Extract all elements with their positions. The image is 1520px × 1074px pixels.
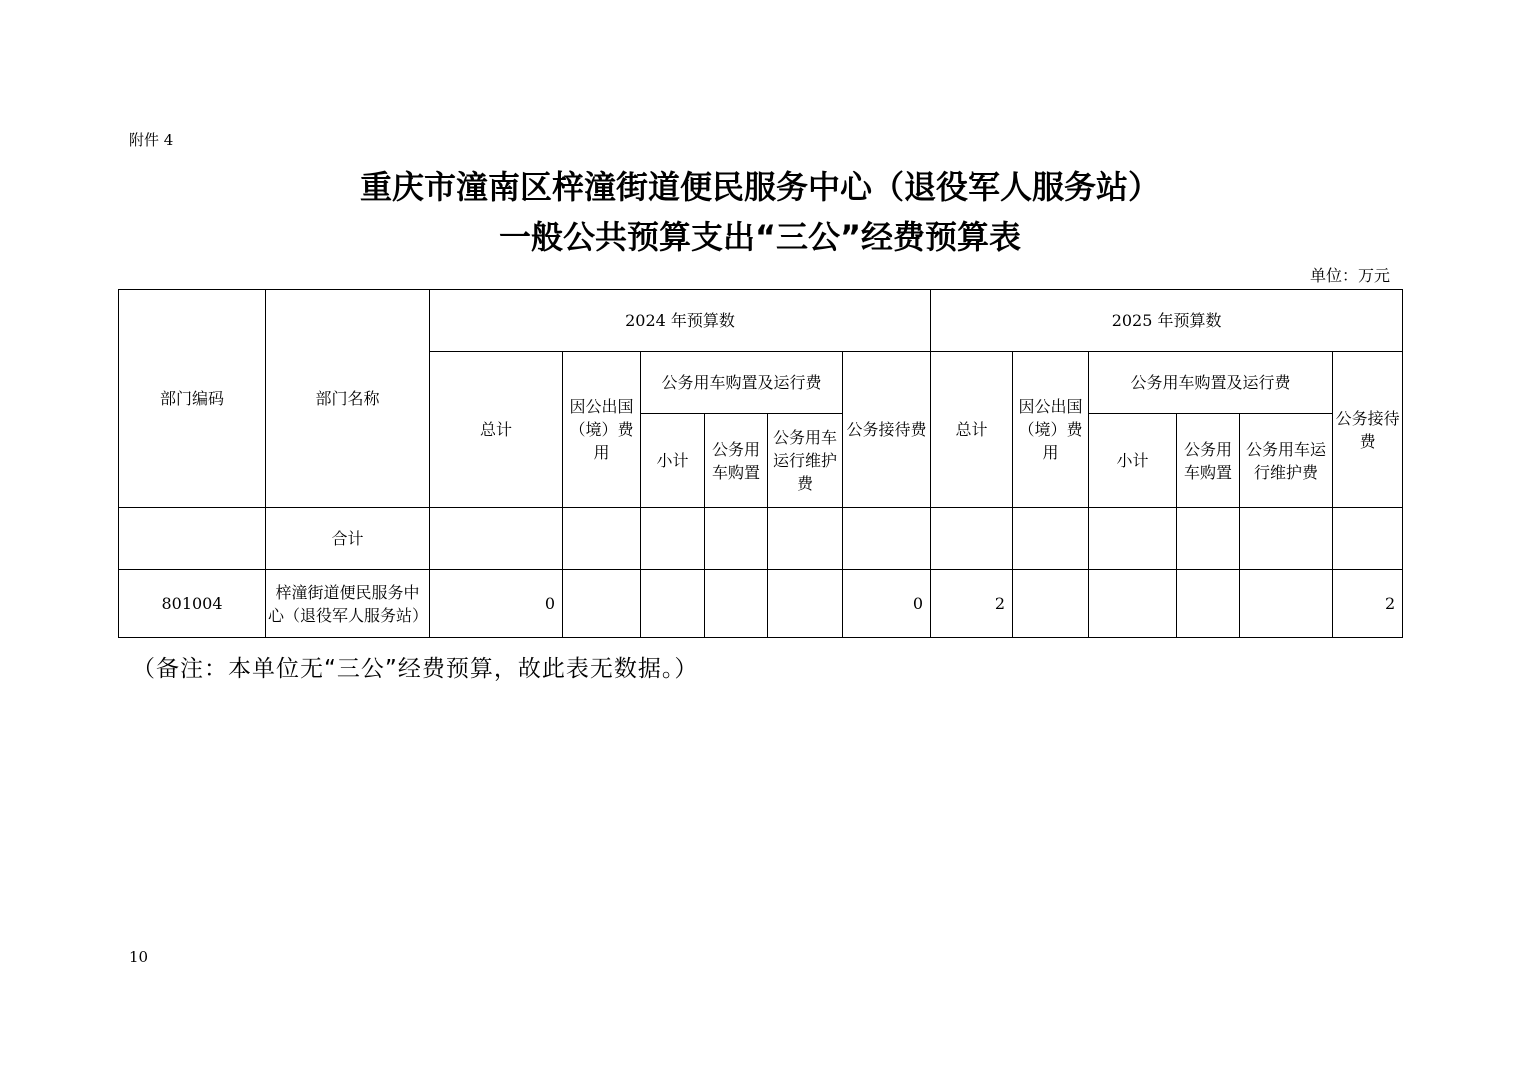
remark-note: （备注：本单位无“三公”经费预算，故此表无数据。） bbox=[132, 656, 699, 682]
row-2024-total: 0 bbox=[430, 570, 563, 638]
total-cell bbox=[1333, 508, 1403, 570]
total-cell bbox=[430, 508, 563, 570]
row-2025-subtotal bbox=[1089, 570, 1177, 638]
attachment-label: 附件 4 bbox=[129, 131, 174, 149]
page-title-line-1: 重庆市潼南区梓潼街道便民服务中心（退役军人服务站） bbox=[359, 168, 1160, 206]
total-cell bbox=[843, 508, 931, 570]
budget-table bbox=[118, 289, 1403, 638]
row-2025-reception: 2 bbox=[1333, 570, 1403, 638]
header-2025-subtotal: 小计 bbox=[1089, 414, 1177, 508]
header-2024-vehicle-operation: 公务用车运行维护费 bbox=[768, 414, 843, 508]
header-2024-vehicle-purchase: 公务用车购置 bbox=[705, 414, 768, 508]
header-dept-code: 部门编码 bbox=[119, 290, 266, 508]
row-2025-total: 2 bbox=[931, 570, 1013, 638]
header-2024-subtotal: 小计 bbox=[641, 414, 705, 508]
row-2024-reception: 0 bbox=[843, 570, 931, 638]
header-2025-vehicle-operation: 公务用车运行维护费 bbox=[1240, 414, 1333, 508]
header-2024-vehicle-group: 公务用车购置及运行费 bbox=[641, 352, 843, 414]
table-row-total bbox=[119, 508, 1403, 570]
row-2024-subtotal bbox=[641, 570, 705, 638]
total-cell bbox=[1240, 508, 1333, 570]
total-cell bbox=[563, 508, 641, 570]
total-cell bbox=[705, 508, 768, 570]
total-label-cell: 合计 bbox=[266, 508, 430, 570]
header-2025-abroad: 因公出国（境）费用 bbox=[1013, 352, 1089, 508]
header-year-2025: 2025 年预算数 bbox=[931, 290, 1403, 352]
header-2024-abroad: 因公出国（境）费用 bbox=[563, 352, 641, 508]
total-cell bbox=[931, 508, 1013, 570]
header-2025-total: 总计 bbox=[931, 352, 1013, 508]
header-2024-reception: 公务接待费 bbox=[843, 352, 931, 508]
header-2025-reception: 公务接待费 bbox=[1333, 352, 1403, 508]
total-cell bbox=[1013, 508, 1089, 570]
total-cell bbox=[768, 508, 843, 570]
page-number: 10 bbox=[129, 948, 149, 966]
row-2024-vehicle-operation bbox=[768, 570, 843, 638]
header-2024-total: 总计 bbox=[430, 352, 563, 508]
row-dept-name: 梓潼街道便民服务中心（退役军人服务站） bbox=[266, 570, 430, 638]
total-cell bbox=[641, 508, 705, 570]
row-2024-abroad bbox=[563, 570, 641, 638]
total-cell bbox=[1089, 508, 1177, 570]
total-cell bbox=[1177, 508, 1240, 570]
header-2025-vehicle-purchase: 公务用车购置 bbox=[1177, 414, 1240, 508]
header-row-years bbox=[119, 290, 1403, 352]
table-row bbox=[119, 570, 1403, 638]
header-year-2024: 2024 年预算数 bbox=[430, 290, 931, 352]
row-dept-code: 801004 bbox=[119, 570, 266, 638]
total-code-cell bbox=[119, 508, 266, 570]
page-title-line-2: 一般公共预算支出“三公”经费预算表 bbox=[498, 218, 1022, 256]
row-2025-abroad bbox=[1013, 570, 1089, 638]
row-2025-vehicle-purchase bbox=[1177, 570, 1240, 638]
row-2024-vehicle-purchase bbox=[705, 570, 768, 638]
unit-label: 单位：万元 bbox=[1309, 266, 1390, 285]
header-2025-vehicle-group: 公务用车购置及运行费 bbox=[1089, 352, 1333, 414]
row-2025-vehicle-operation bbox=[1240, 570, 1333, 638]
header-dept-name: 部门名称 bbox=[266, 290, 430, 508]
